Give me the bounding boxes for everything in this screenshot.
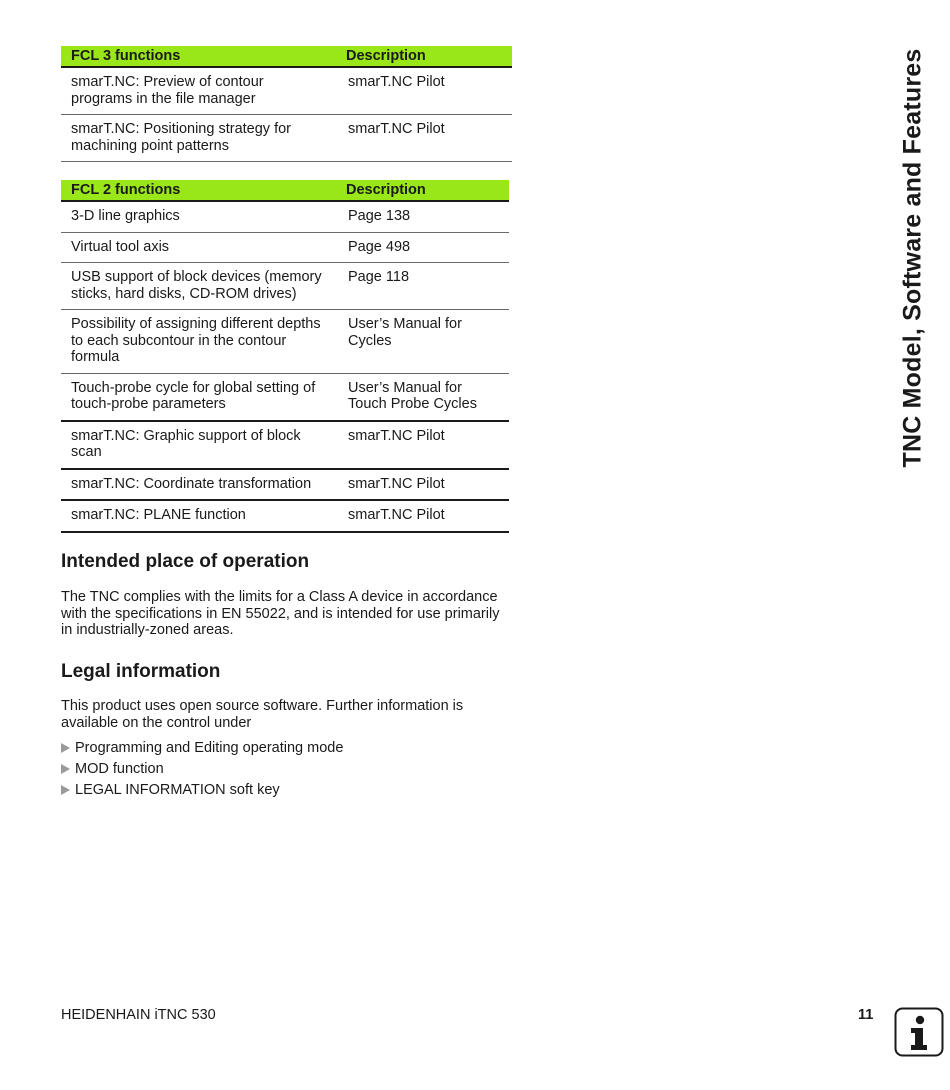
list-item-label: MOD function (75, 761, 164, 777)
table-row (61, 201, 509, 232)
fcl3-header-row (61, 46, 512, 67)
function-cell: 3-D line graphics (61, 201, 336, 232)
list-item-label: Programming and Editing operating mode (75, 740, 344, 756)
page-number: 11 (858, 1007, 874, 1023)
description-cell: User’s Manual for Touch Probe Cycles (336, 373, 509, 421)
triangle-bullet-icon (61, 785, 70, 795)
description-cell: Page 138 (336, 201, 509, 232)
info-icon (894, 1007, 944, 1057)
function-cell: smarT.NC: Preview of contour programs in the file manager (61, 67, 336, 115)
side-title: TNC Model, Software and Features (898, 48, 927, 468)
description-cell: Page 498 (336, 232, 509, 263)
list-item (61, 782, 343, 803)
triangle-bullet-icon (61, 764, 70, 774)
description-cell: smarT.NC Pilot (336, 500, 509, 532)
function-cell: smarT.NC: Positioning strategy for machining point patterns (61, 115, 336, 162)
operation-heading: Intended place of operation (61, 551, 310, 572)
table-row (61, 500, 509, 532)
table-row (61, 469, 509, 501)
description-cell: Page 118 (336, 263, 509, 310)
fcl3-header-functions: FCL 3 functions (61, 46, 336, 67)
fcl3-table (61, 46, 512, 162)
fcl2-header-description: Description (336, 180, 509, 201)
table-row (61, 421, 509, 469)
operation-text: The TNC complies with the limits for a Class A device in accordance with the specifications in EN 55022, and is intended for use primarily in industrially-zoned areas. (61, 589, 500, 638)
description-cell: smarT.NC Pilot (336, 115, 512, 162)
legal-text: This product uses open source software. Further information is available on the control under (61, 698, 464, 731)
description-cell: smarT.NC Pilot (336, 421, 509, 469)
list-item (61, 761, 343, 782)
table-row (61, 373, 509, 421)
fcl2-header-functions: FCL 2 functions (61, 180, 336, 201)
function-cell: smarT.NC: PLANE function (61, 500, 336, 532)
fcl2-table (61, 180, 509, 533)
description-cell: User’s Manual for Cycles (336, 310, 509, 374)
description-cell: smarT.NC Pilot (336, 469, 509, 501)
triangle-bullet-icon (61, 743, 70, 753)
footer-product-name: HEIDENHAIN iTNC 530 (61, 1007, 216, 1023)
table-row (61, 232, 509, 263)
function-cell: smarT.NC: Graphic support of block scan (61, 421, 336, 469)
list-item (61, 740, 343, 761)
fcl2-header-row (61, 180, 509, 201)
table-row (61, 263, 509, 310)
legal-heading: Legal information (61, 661, 221, 682)
table-row (61, 115, 512, 162)
function-cell: USB support of block devices (memory sticks, hard disks, CD-ROM drives) (61, 263, 336, 310)
function-cell: Virtual tool axis (61, 232, 336, 263)
function-cell: Possibility of assigning different depths to each subcontour in the contour formula (61, 310, 336, 374)
table-row (61, 310, 509, 374)
fcl3-header-description: Description (336, 46, 512, 67)
table-row (61, 67, 512, 115)
legal-list (61, 740, 343, 803)
function-cell: Touch-probe cycle for global setting of touch-probe parameters (61, 373, 336, 421)
function-cell: smarT.NC: Coordinate transformation (61, 469, 336, 501)
list-item-label: LEGAL INFORMATION soft key (75, 782, 280, 798)
description-cell: smarT.NC Pilot (336, 67, 512, 115)
